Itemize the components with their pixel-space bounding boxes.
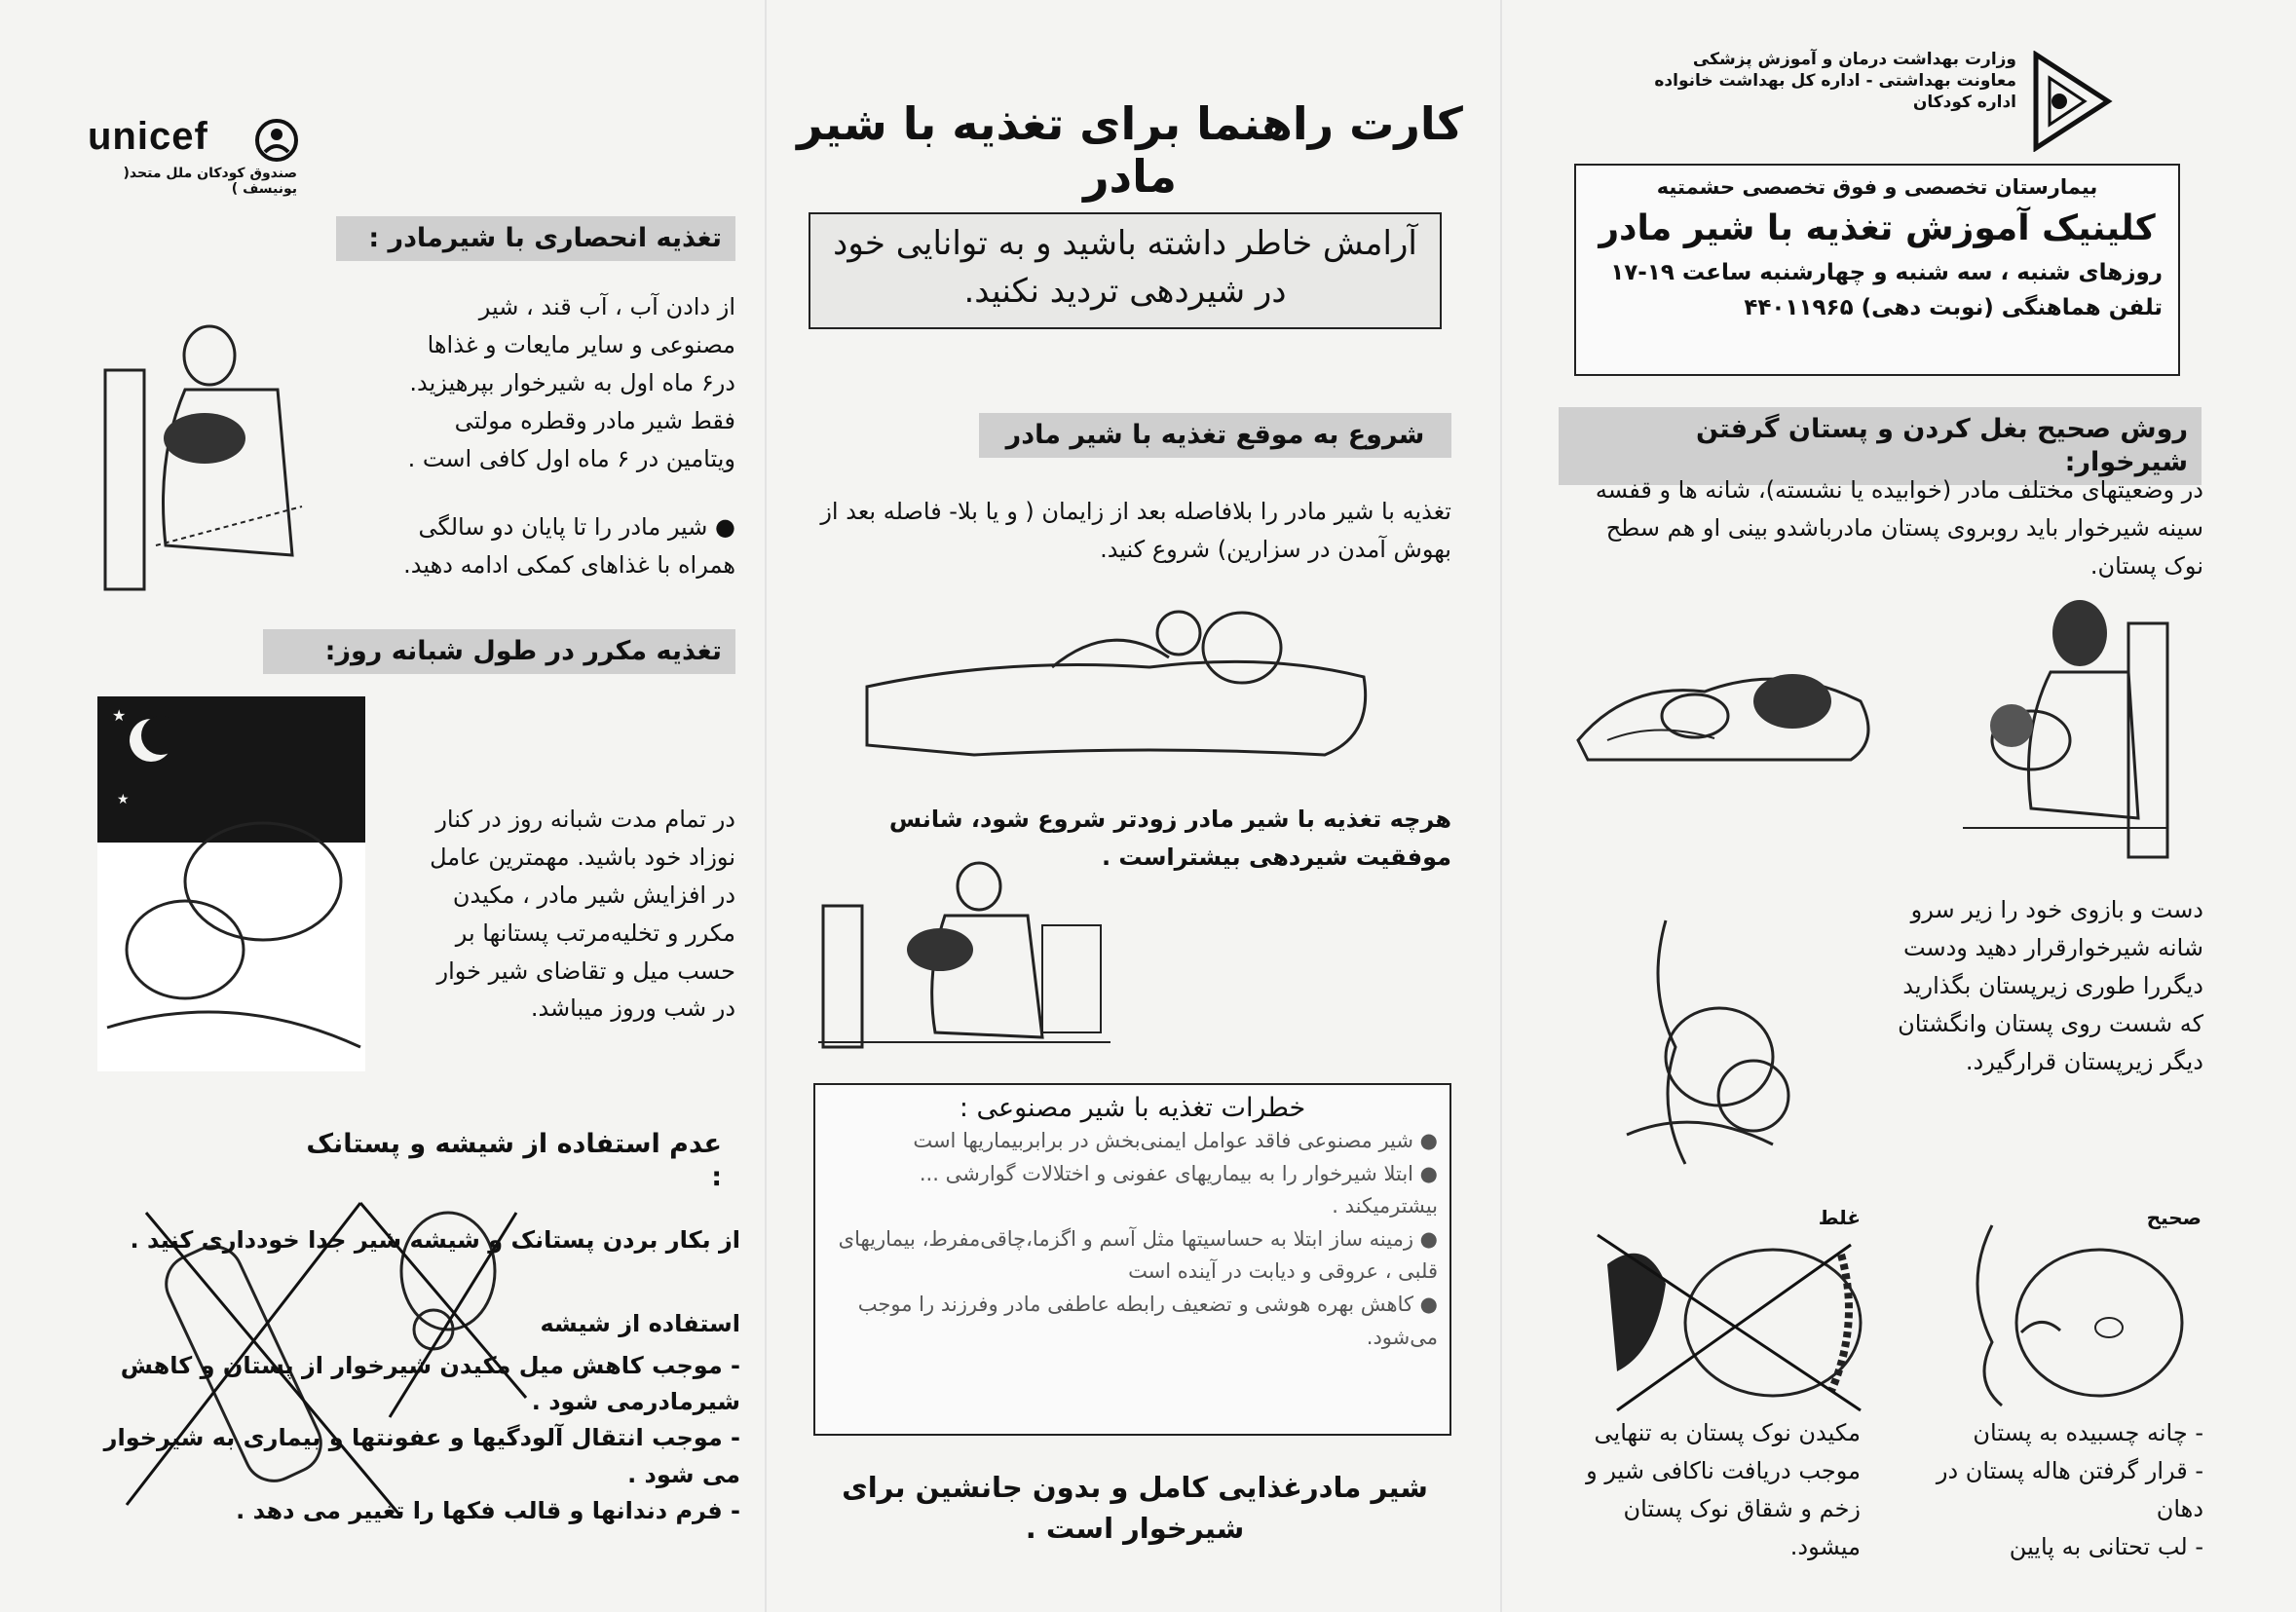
list-item: - چانه چسبیده به پستان — [1973, 1419, 2203, 1446]
bullet-icon: ● — [707, 513, 735, 541]
ministry-line: معاونت بهداشتی - اداره کل بهداشت خانواده — [1654, 71, 2016, 92]
seated-mother-illustration — [97, 312, 312, 594]
latch-heading: روش صحیح بغل کردن و پستان گرفتن شیرخوار: — [1559, 407, 2202, 485]
list-item: ● شیر مصنوعی فاقد عوامل ایمنی‌بخش در برابربیماریها است — [913, 1129, 1438, 1152]
latch-text: در وضعیتهای مختلف مادر (خوابیده یا نشسته)، شانه ها و قفسه سینه شیرخوار باید روبروی پستان مادرباشدو بینی او هم سطح نوک پستان. — [1595, 476, 2203, 580]
list-item: ● ابتلا شیرخوار را به بیماریهای عفونی و اختلالات گوارشی ... بیشترمیکند . — [919, 1161, 1438, 1218]
ministry-emblem-icon — [2026, 51, 2114, 152]
formula-risks-title: خطرات تغذیه با شیر مصنوعی : — [959, 1093, 1306, 1123]
hospital-name: بیمارستان تخصصی و فوق تخصصی حشمتیه — [1656, 175, 2098, 199]
wrong-label: غلط — [1818, 1206, 1861, 1229]
closing-text: شیر مادرغذایی کامل و بدون جانشین برای شیرخوار است . — [842, 1471, 1428, 1546]
list-item: ● کاهش بهره هوشی و تضعیف رابطه عاطفی مادر وفرزند را موجب می‌شود. — [857, 1292, 1438, 1349]
clinic-phone: تلفن هماهنگی (نوبت دهی) ۴۴۰۱۱۹۶۵ — [1744, 295, 2163, 320]
unicef-logo-text: unicef — [88, 115, 208, 158]
calm-text: آرامش خاطر داشته باشید و به توانایی خود در شیردهی تردید نکنید. — [833, 224, 1417, 312]
ministry-line: وزارت بهداشت درمان و آموزش پزشکی — [1692, 50, 2016, 69]
correct-latch-illustration — [1934, 1216, 2197, 1410]
formula-risks-list — [827, 1125, 1438, 1354]
bottle-risks-list — [93, 1348, 740, 1529]
exclusive-text: از دادن آب ، آب قند ، شیر مصنوعی و سایر مایعات و غذاها در۶ ماه اول به شیرخوار بپرهیزید. فقط شیر مادر وقطره مولتی ویتامین در ۶ ماه اول کافی است . — [407, 293, 735, 472]
ministry-lines — [1646, 49, 2016, 113]
svg-text:★: ★ — [112, 706, 127, 725]
start-heading: شروع به موقع تغذیه با شیر مادر — [979, 413, 1451, 458]
seated-breastfeeding-illustration — [1943, 584, 2187, 867]
clinic-title: کلینیک آموزش تغذیه با شیر مادر — [1599, 208, 2156, 248]
fold-line-right — [1500, 0, 1502, 1612]
night-cosleeping-illustration — [97, 696, 365, 1071]
fold-line-left — [765, 0, 767, 1612]
lying-breastfeeding-illustration — [1568, 623, 1890, 769]
bottle-text: از بکار بردن پستانک و شیشه شیر جدا خودداری کنید . — [130, 1226, 740, 1254]
hand-position-text: دست و بازوی خود را زیر سرو شانه شیرخوارقرار دهید ودست دیگررا طوری زیرپستان بگذارید که شست روی پستان وانگشتان دیگر زیرپستان قرارگیرد. — [1898, 896, 2203, 1075]
bottle-subheading: استفاده از شیشه — [540, 1310, 740, 1337]
list-item: - موجب انتقال آلودگیها و عفونتها و بیماری به شیرخوار می شود . — [103, 1424, 740, 1488]
bottle-heading: عدم استفاده از شیشه و پستانک : — [306, 1129, 722, 1192]
unicef-logo — [88, 115, 321, 166]
hand-support-illustration — [1607, 911, 1802, 1174]
correct-latch-list — [1900, 1414, 2203, 1566]
exclusive-heading: تغذیه انحصاری با شیرمادر : — [336, 216, 735, 261]
unicef-logo-sub: صندوق کودکان ملل متحد( یونیسف ) — [123, 166, 297, 197]
frequent-text: در تمام مدت شبانه روز در کنار نوزاد خود باشید. مهمترین عامل در افزایش شیر مادر ، مکیدن مکرر و تخلیه‌مرتب پستانها بر حسب میل و تقاضای شیر خوار در شب وروز میباشد. — [430, 806, 735, 1023]
list-item: ● زمینه ساز ابتلا به حساسیتها مثل آسم و اگزما،چاقی‌مفرط، بیماریهای قلبی ، عروقی و دیابت در آینده است — [838, 1226, 1438, 1284]
mother-lying-after-birth-illustration — [857, 599, 1383, 769]
list-item: - موجب کاهش میل مکیدن شیرخوار از پستان و کاهش شیرمادرمی شود . — [120, 1352, 740, 1416]
clinic-days: روزهای شنبه ، سه شنبه و چهارشنبه ساعت ۱۹-۱۷ — [1610, 260, 2163, 285]
frequent-heading: تغذیه مکرر در طول شبانه روز: — [263, 629, 735, 674]
unicef-emblem-icon — [253, 117, 300, 168]
list-item: - قرار گرفتن هاله پستان در دهان — [1936, 1456, 2203, 1522]
calm-box — [809, 212, 1442, 329]
list-item: - لب تحتانی به پایین — [2009, 1532, 2203, 1560]
sooner-text: هرچه تغذیه با شیر مادر زودتر شروع شود، شانس موفقیت شیردهی بیشتراست . — [888, 806, 1451, 871]
wrong-latch-text: مکیدن نوک پستان به تنهایی موجب دریافت ناکافی شیر و زخم و شقاق نوک پستان میشود. — [1586, 1419, 1861, 1560]
continue-text: ● شیر مادر را تا پایان دو سالگی همراه با غذاهای کمکی ادامه دهید. — [403, 513, 735, 579]
clinic-info-box — [1574, 164, 2180, 376]
list-item: - فرم دندانها و قالب فکها را تغییر می دهد . — [236, 1496, 740, 1524]
formula-risks-box — [813, 1083, 1451, 1436]
start-text: تغذیه با شیر مادر را بلافاصله بعد از زایمان ( و یا بلا- فاصله بعد از بهوش آمدن در سزارین) شروع کنید. — [820, 498, 1451, 563]
page-title: کارت راهنما برای تغذیه با شیر مادر — [797, 97, 1463, 203]
correct-label: صحیح — [2146, 1206, 2202, 1229]
svg-text:★: ★ — [117, 792, 130, 807]
ministry-line: اداره کودکان — [1912, 93, 2016, 113]
seated-family-illustration — [818, 857, 1110, 1052]
wrong-latch-illustration — [1578, 1225, 1870, 1420]
